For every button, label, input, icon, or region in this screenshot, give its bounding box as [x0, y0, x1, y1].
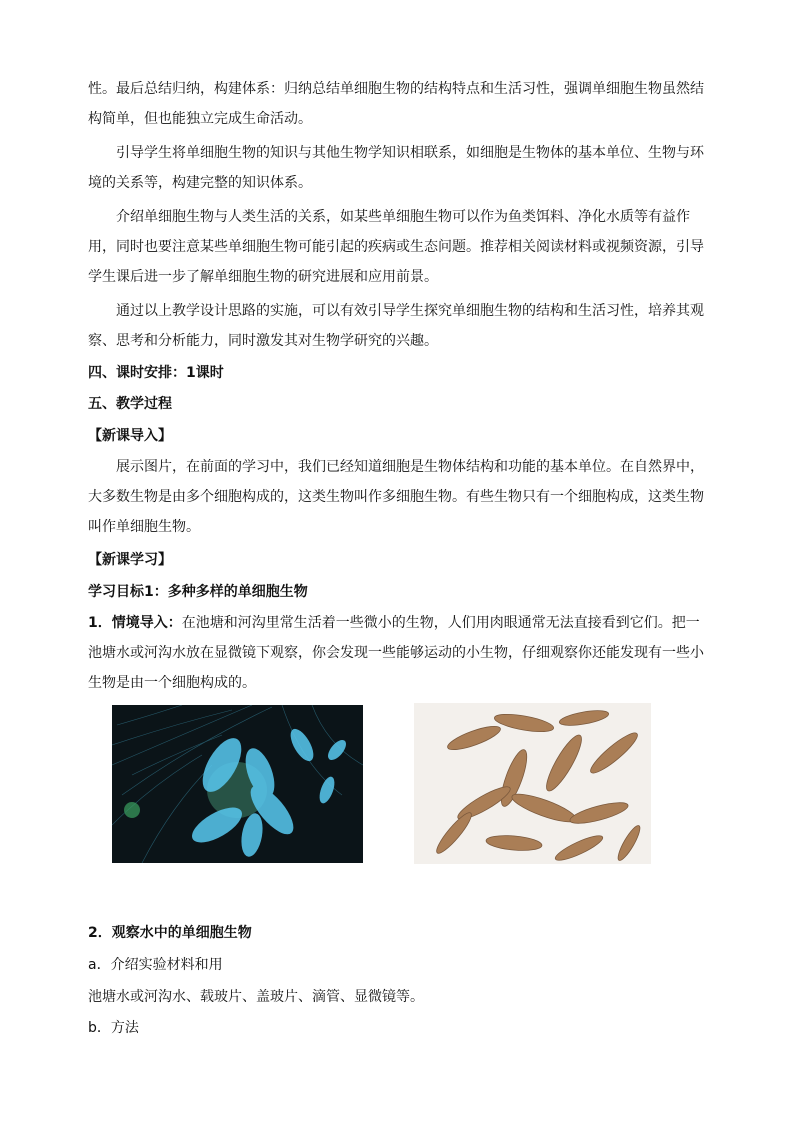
item-2-title: 2．观察水中的单细胞生物 [88, 925, 252, 941]
item-2-a-label: a．介绍实验材料和用 [88, 957, 223, 973]
paragraph-connect: 引导学生将单细胞生物的知识与其他生物学知识相联系，如细胞是生物体的基本单位、生物与环境的关系等，构建完整的知识体系。 [88, 145, 704, 191]
item-1-label: 1．情境导入： [88, 615, 182, 631]
paragraph-summary: 性。最后总结归纳，构建体系：归纳总结单细胞生物的结构特点和生活习性，强调单细胞生物虽然结构简单，但也能独立完成生命活动。 [88, 81, 704, 127]
heading-schedule: 四、课时安排：1课时 [88, 365, 224, 381]
heading-goal-1: 学习目标1：多种多样的单细胞生物 [88, 584, 308, 600]
paragraph-conclusion: 通过以上教学设计思路的实施，可以有效引导学生探究单细胞生物的结构和生活习性，培养其观察、思考和分析能力，同时激发其对生物学研究的兴趣。 [88, 303, 704, 349]
heading-intro: 【新课导入】 [88, 428, 172, 444]
paragraph-intro: 展示图片，在前面的学习中，我们已经知道细胞是生物体结构和功能的基本单位。在自然界中，大多数生物是由多个细胞构成的，这类生物叫作多细胞生物。有些生物只有一个细胞构成，这类生物叫作单细胞生物。 [88, 459, 704, 535]
heading-study: 【新课学习】 [88, 552, 172, 568]
item-1-text: 在池塘和河沟里常生活着一些微小的生物，人们用肉眼通常无法直接看到它们。把一池塘水或河沟水放在显微镜下观察，你会发现一些能够运动的小生物，仔细观察你还能发现有一些小生物是由一个细胞构成的。 [88, 615, 704, 691]
heading-process: 五、教学过程 [88, 396, 172, 412]
item-2-a-text: 池塘水或河沟水、载玻片、盖玻片、滴管、显微镜等。 [88, 989, 424, 1005]
item-1-scenario [88, 608, 708, 698]
microscope-image-stained-cells [414, 703, 651, 864]
item-2-b-label: b．方法 [88, 1020, 139, 1036]
paragraph-human-relation: 介绍单细胞生物与人类生活的关系，如某些单细胞生物可以作为鱼类饵料、净化水质等有益作用，同时也要注意某些单细胞生物可能引起的疾病或生态问题。推荐相关阅读材料或视频资源，引导学生课后进一步了解单细胞生物的研究进展和应用前景。 [88, 209, 704, 285]
microscope-image-blue-cells [112, 705, 363, 863]
